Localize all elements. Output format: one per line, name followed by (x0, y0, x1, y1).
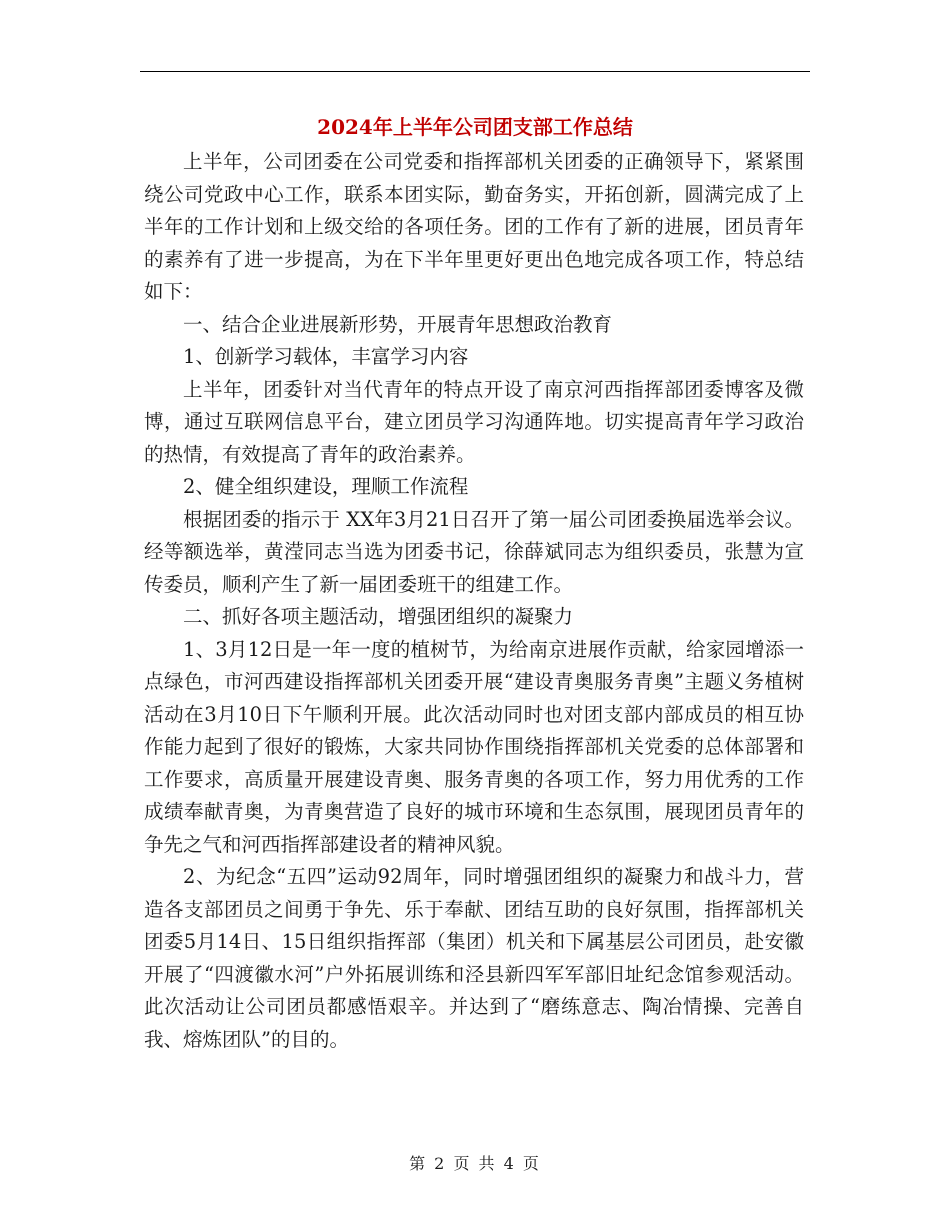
document-body (144, 146, 804, 1056)
paragraph-2-1: 1、3月12日是一年一度的植树节，为给南京进展作贡献，给家园增添一点绿色，市河西建设指挥部机关团委开展“建设青奥服务青奥”主题义务植树活动在3月10日下午顺利开展。此次活动同时也对团支部内部成员的相互协作能力起到了很好的锻炼，大家共同协作围绕指挥部机关党委的总体部署和工作要求，高质量开展建设青奥、服务青奥的各项工作，努力用优秀的工作成绩奉献青奥，为青奥营造了良好的城市环境和生态氛围，展现团员青年的争先之气和河西指挥部建设者的精神风貌。 (144, 637, 804, 856)
section-heading-2: 二、抓好各项主题活动，增强团组织的凝聚力 (183, 605, 574, 628)
paragraph-1-1: 上半年，团委针对当代青年的特点开设了南京河西指挥部团委博客及微博，通过互联网信息平台，建立团员学习沟通阵地。切实提高青年学习政治的热情，有效提高了青年的政治素养。 (144, 377, 804, 466)
subsection-heading-1-2: 2、健全组织建设，理顺工作流程 (183, 475, 469, 498)
paragraph-1-2: 根据团委的指示于 XX年3月21日召开了第一届公司团委换届选举会议。经等额选举，黄滢同志当选为团委书记，徐薛斌同志为组织委员，张慧为宣传委员，顺利产生了新一届团委班干的组建工作。 (144, 507, 804, 596)
document-title: 2024年上半年公司团支部工作总结 (317, 115, 633, 139)
paragraph-2-2: 2、为纪念“五四”运动92周年，同时增强团组织的凝聚力和战斗力，营造各支部团员之间勇于争先、乐于奉献、团结互助的良好氛围，指挥部机关团委5月14日、15日组织指挥部（集团）机关和下属基层公司团员，赴安徽开展了“四渡徽水河”户外拓展训练和泾县新四军军部旧址纪念馆参观活动。此次活动让公司团员都感悟艰辛。并达到了“磨练意志、陶冶情操、完善自我、熔炼团队”的目的。 (144, 865, 804, 1051)
header-rule (140, 71, 810, 72)
paragraph-intro: 上半年，公司团委在公司党委和指挥部机关团委的正确领导下，紧紧围绕公司党政中心工作，联系本团实际，勤奋务实，开拓创新，圆满完成了上半年的工作计划和上级交给的各项任务。团的工作有了新的进展，团员青年的素养有了进一步提高，为在下半年里更好更出色地完成各项工作，特总结如下： (144, 150, 804, 303)
subsection-heading-1-1: 1、创新学习载体，丰富学习内容 (183, 345, 469, 368)
section-heading-1: 一、结合企业进展新形势，开展青年思想政治教育 (183, 312, 613, 336)
page-number-footer: 第 2 页 共 4 页 (409, 1154, 541, 1173)
